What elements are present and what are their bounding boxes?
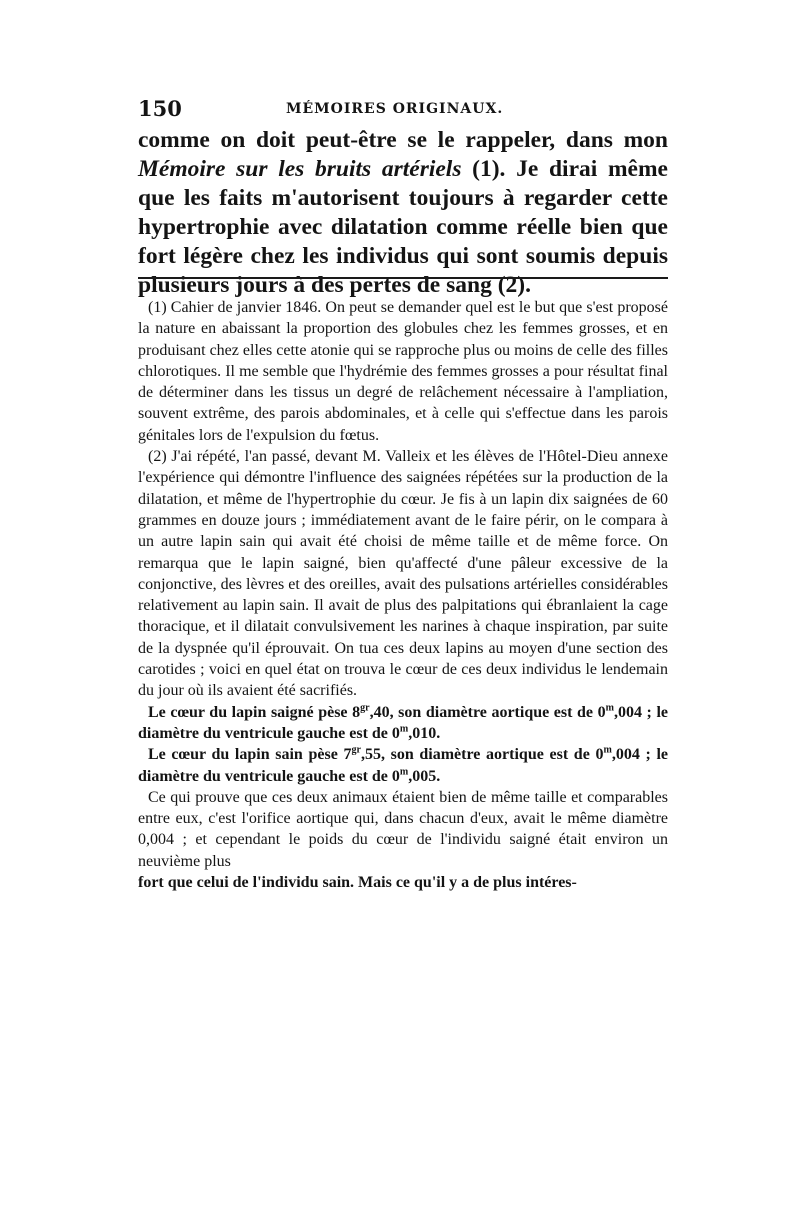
main-paragraph [138, 126, 668, 300]
bled-heart-sup-gr: gr [360, 702, 370, 714]
bled-heart-sup-m1: m [605, 702, 614, 714]
footnote-divider [138, 277, 668, 279]
healthy-heart-sup-m2: m [399, 766, 409, 778]
healthy-heart-sup-gr: gr [351, 744, 361, 756]
healthy-heart-d: ,005. [408, 767, 441, 785]
bled-heart-c: ,004 ; le diamètre du ventricule gauche est de 0 [138, 703, 669, 742]
main-text-start: comme on doit peut-être se le rappeler, dans mon [138, 127, 668, 153]
healthy-heart-c: ,004 ; le diamètre du ventricule gauche est de 0 [138, 746, 669, 785]
footnote-bled-rabbit-heart [138, 702, 668, 745]
footnote-2: (2) J'ai répété, l'an passé, devant M. Valleix et les élèves de l'Hôtel-Dieu annexe l'expérience qui démontre l'influence des saignées répétées sur la production de la dilatation, et même de l'hypertrophie du cœur. Je fis à un lapin dix saignées de 60 grammes en douze jours ; immédiatement avant de le faire périr, on le compara à un autre lapin sain qui avait été choisi de même taille et de même force. On remarqua que le lapin saigné, bien qu'affecté d'une pâleur excessive de la conjonctive, des lèvres et des oreilles, avait des pulsations artérielles considérables relativement au lapin sain. Il avait de plus des palpitations qui ébranlaient la cage thoracique, et il dilatait convulsivement les narines à chaque inspiration, par suite de la dyspnée qu'il éprouvait. On tua ces deux lapins au moyen d'une section des carotides ; voici en quel état on trouva le cœur de ces deux individus le lendemain du jour où ils avaient été sacrifiés. [138, 448, 668, 700]
bled-heart-b: ,40, son diamètre aortique est de 0 [369, 703, 606, 721]
memoire-title: Mémoire sur les bruits artériels [138, 156, 462, 182]
running-head: MÉMOIRES ORIGINAUX. [286, 101, 504, 117]
footnotes [138, 297, 668, 893]
footnote-comparison: Ce qui prouve que ces deux animaux étaient bien de même taille et comparables entre eux, c'est l'orifice aortique qui, dans chacun d'eux, avait le même diamètre 0,004 ; et cependant le poids du cœur de l'individu saigné était environ un neuvième plus [138, 788, 668, 870]
footnote-healthy-rabbit-heart [138, 744, 668, 787]
healthy-heart-a: Le cœur du lapin sain pèse 7 [148, 746, 352, 764]
page-header [138, 96, 668, 126]
bled-heart-sup-m2: m [399, 723, 409, 735]
bled-heart-d: ,010. [408, 724, 441, 742]
healthy-heart-b: ,55, son diamètre aortique est de 0 [360, 746, 604, 764]
bled-heart-a: Le cœur du lapin saigné pèse 8 [148, 703, 361, 721]
footnote-last-line: fort que celui de l'individu sain. Mais ce qu'il y a de plus intéres- [138, 874, 577, 892]
main-text-end: (1). Je dirai même que les faits m'autorisent toujours à regarder cette hypertrophie avec dilatation comme réelle bien que fort légère chez les individus qui sont soumis depuis plusieurs jours à des pertes de sang (2). [138, 156, 668, 298]
footnote-1: (1) Cahier de janvier 1846. On peut se demander quel est le but que s'est proposé la nature en abaissant la proportion des globules chez les femmes grosses, et en produisant chez elles cette atonie qui se rapproche plus ou moins de celle des filles chlorotiques. Il me semble que l'hydrémie des femmes grosses a pour résultat final de déterminer dans les tissus un degré de relâchement nécessaire à l'ampliation, souvent extrême, des parois abdominales, et à celle qui s'effectue dans les parois génitales lors de l'expulsion du fœtus. [138, 299, 668, 444]
healthy-heart-sup-m1: m [603, 744, 612, 756]
main-paragraph-text [138, 126, 668, 300]
page-number: 150 [138, 96, 182, 121]
